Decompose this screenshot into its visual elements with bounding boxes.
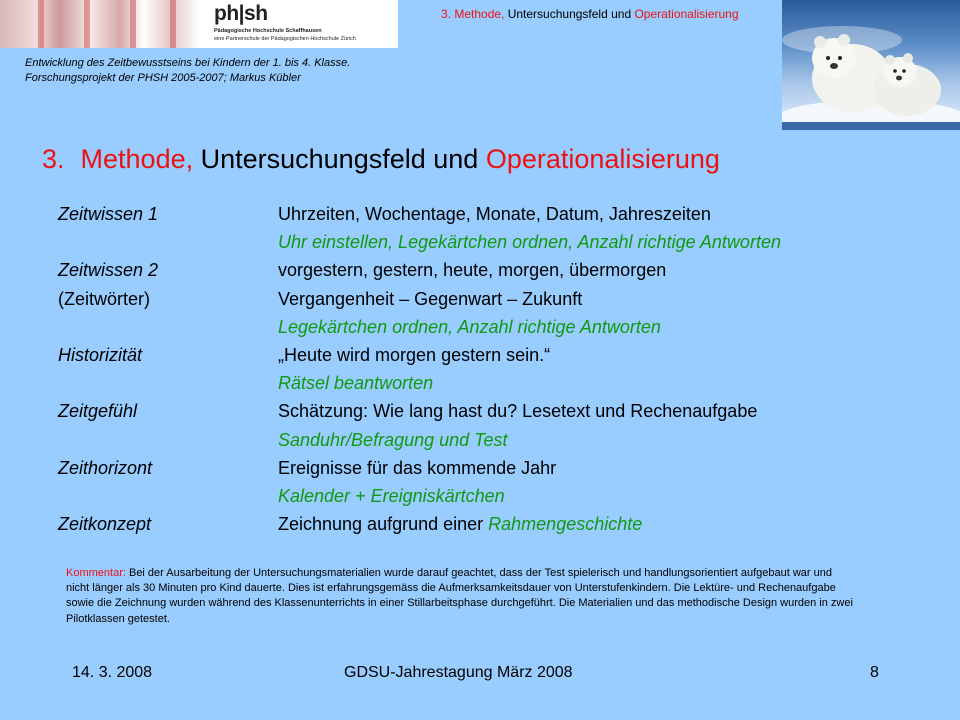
row-label: Zeitwissen 2 (58, 260, 159, 281)
footer-page-number: 8 (870, 664, 879, 681)
footer-conference: GDSU-Jahrestagung März 2008 (344, 664, 573, 681)
row-value: Legekärtchen ordnen, Anzahl richtige Antworten (278, 316, 661, 337)
slide-title-part1: Methode, (80, 144, 194, 174)
row-value-text: Zeichnung aufgrund einer (278, 514, 489, 535)
row-value: Uhr einstellen, Legekärtchen ordnen, Anzahl richtige Antworten (278, 232, 781, 253)
row-label: Historizität (58, 344, 143, 365)
project-line-1: Entwicklung des Zeitbewusstseins bei Kindern der 1. bis 4. Klasse. (25, 57, 351, 69)
header-section-title (441, 7, 739, 21)
content-row (58, 458, 938, 486)
logo-line-1: Pädagogische Hochschule Schaffhausen (214, 28, 322, 34)
logo-mark: ph|sh (214, 2, 268, 25)
polar-bear-illustration (782, 0, 960, 130)
content-row (58, 486, 938, 514)
row-value: „Heute wird morgen gestern sein.“ (278, 344, 551, 365)
content-row (58, 514, 938, 542)
row-label: Zeitkonzept (58, 514, 152, 535)
row-value: Uhrzeiten, Wochentage, Monate, Datum, Jahreszeiten (278, 204, 711, 224)
content-row (58, 317, 938, 345)
row-value: Sanduhr/Befragung und Test (278, 429, 508, 450)
content-row (58, 430, 938, 458)
comment-label: Kommentar: (66, 567, 126, 579)
slide-title (42, 144, 720, 175)
institution-logo (0, 0, 398, 48)
content-row (58, 401, 938, 429)
content-row (58, 232, 938, 260)
comment-text: Bei der Ausarbeitung der Untersuchungsmaterialien wurde darauf geachtet, dass der Test spielerisch und handlungsorientiert aufgebaut war und nicht länger als 30 Minuten pro Kind dauerte. Dies ist erfahrungsgemäss die Aufmerksamkeitsdauer von Unterstufenkindern. Die Lektüre- und Rechenaufgabe sowie die Zeichnung wurden während des Klassenunterrichts in einer Stillarbeitsphase durchgeführt. Die Materialien und das methodische Design wurden in zwei Pilotklassen getestet. (66, 567, 853, 625)
header-title-part3: Operationalisierung (634, 7, 739, 21)
slide-title-part3: Operationalisierung (485, 144, 720, 174)
content-row (58, 204, 938, 232)
row-value: vorgestern, gestern, heute, morgen, übermorgen (278, 260, 667, 281)
logo-photo-image (0, 0, 200, 48)
comment-block (66, 566, 856, 627)
content-row (58, 345, 938, 373)
row-value: Rätsel beantworten (278, 373, 434, 394)
content-row (58, 289, 938, 317)
row-value: Schätzung: Wie lang hast du? Lesetext und Rechenaufgabe (278, 401, 758, 422)
header-title-part1: 3. Methode, (441, 7, 505, 21)
project-info (25, 56, 350, 86)
row-value: Kalender + Ereigniskärtchen (278, 485, 505, 506)
content-row (58, 373, 938, 401)
row-label: Zeitwissen 1 (58, 204, 159, 224)
logo-line-2: eine Partnerschule der Pädagogischen Hochschule Zürich (214, 36, 356, 42)
row-label: Zeitgefühl (58, 401, 138, 422)
row-label: Zeithorizont (58, 457, 153, 478)
footer-date: 14. 3. 2008 (72, 664, 153, 681)
row-value: Ereignisse für das kommende Jahr (278, 457, 557, 478)
content-table (58, 204, 938, 542)
slide-title-part2: Untersuchungsfeld und (193, 144, 486, 174)
header-title-part2: Untersuchungsfeld und (504, 7, 635, 21)
polar-bear-photo (782, 0, 960, 130)
project-line-2: Forschungsprojekt der PHSH 2005-2007; Markus Kübler (25, 72, 301, 84)
row-value (278, 514, 642, 535)
content-row (58, 260, 938, 288)
slide-title-number: 3. (42, 144, 65, 174)
row-label: (Zeitwörter) (58, 288, 151, 309)
row-value-highlight: Rahmengeschichte (488, 514, 643, 535)
row-value: Vergangenheit – Gegenwart – Zukunft (278, 288, 583, 309)
